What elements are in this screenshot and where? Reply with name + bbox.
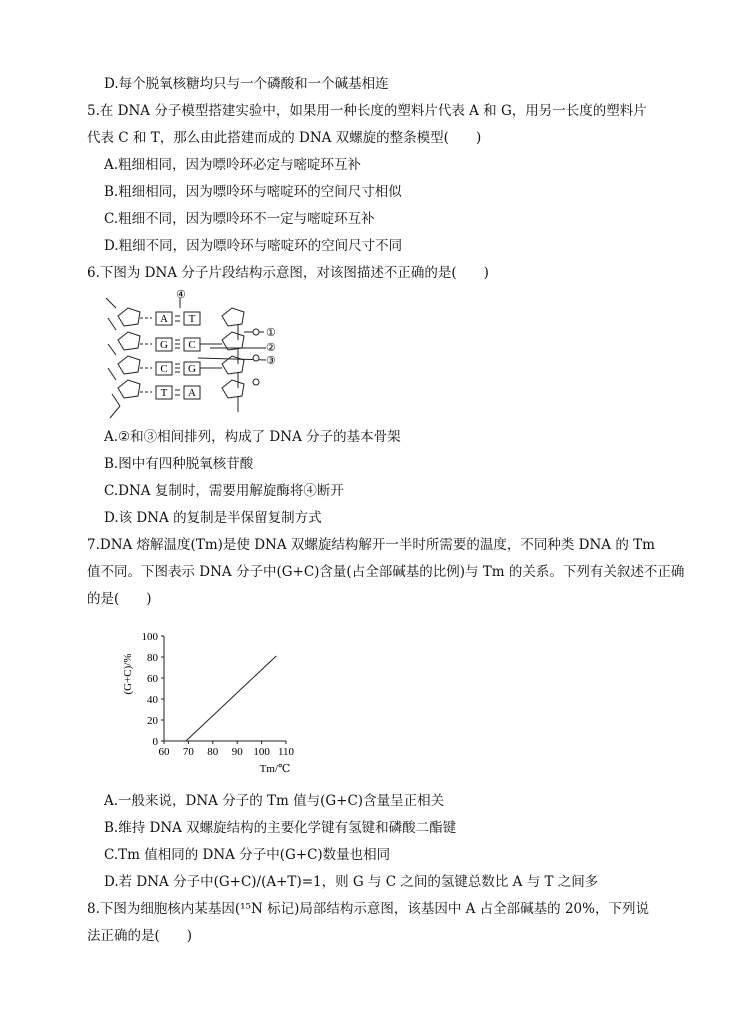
pair-4-right: A [188, 387, 196, 399]
chart-ylabel: (G+C)/% [122, 653, 134, 695]
q7-stem-line3: 的是( ) [87, 591, 152, 607]
y-tick-label-3: 60 [147, 673, 158, 685]
pair-1-left: A [160, 313, 168, 325]
label-3: ③ [266, 355, 276, 367]
tm-chart [112, 626, 312, 776]
q6-option-c: C.DNA 复制时，需要用解旋酶将④断开 [104, 483, 344, 499]
pair-2-left: G [160, 339, 168, 351]
y-tick-label-4: 80 [147, 652, 158, 664]
y-tick-label-2: 40 [147, 694, 158, 706]
pair-2-right: C [188, 339, 196, 351]
q7-option-b: B.维持 DNA 双螺旋结构的主要化学键有氢键和磷酸二酯键 [104, 820, 457, 836]
q6-stem: 6.下图为 DNA 分子片段结构示意图，对该图描述不正确的是( ) [87, 265, 489, 281]
label-4: ④ [176, 289, 186, 301]
dna-structure-diagram [98, 288, 298, 420]
pair-4-left: T [160, 387, 168, 399]
pair-3-right: G [188, 363, 196, 375]
q8-stem-line1: 8.下图为细胞核内某基因(¹⁵N 标记)局部结构示意图，该基因中 A 占全部碱基的 20%，下列说 [87, 901, 649, 917]
q5-stem-line1: 5.在 DNA 分子模型搭建实验中，如果用一种长度的塑料片代表 A 和 G，用另一长度的塑料片 [87, 103, 647, 119]
pair-1-right: T [188, 313, 196, 325]
q5-option-b: B.粗细相同，因为嘌呤环与嘧啶环的空间尺寸相似 [104, 184, 402, 200]
pair-2 [156, 338, 200, 351]
y-tick-label-0: 0 [152, 736, 158, 748]
q7-option-c: C.Tm 值相同的 DNA 分子中(G+C)数量也相同 [104, 847, 391, 863]
q5-option-c: C.粗细不同，因为嘌呤环不一定与嘧啶环互补 [104, 211, 375, 227]
pair-1 [156, 312, 200, 325]
x-tick-label-1: 70 [182, 746, 194, 758]
x-tick-label-2: 80 [207, 746, 219, 758]
q7-stem-line2: 值不同。下图表示 DNA 分子中(G+C)含量(占全部碱基的比例)与 Tm 的关系。下列有关叙述不正确 [87, 564, 685, 580]
x-tick-label-4: 100 [253, 746, 270, 758]
q6-option-a: A.②和③相间排列，构成了 DNA 分子的基本骨架 [104, 429, 401, 445]
right-sugar-4 [222, 380, 244, 398]
q8-stem-line2: 法正确的是( ) [87, 928, 193, 944]
left-sugar-1 [118, 308, 140, 326]
pair-3 [156, 362, 200, 375]
x-tick-label-5: 110 [277, 746, 295, 758]
pair-3-left: C [160, 363, 168, 375]
pair-4 [156, 386, 200, 399]
y-tick-label-1: 20 [147, 715, 158, 727]
q5-option-a: A.粗细相同，因为嘌呤环必定与嘧啶环互补 [104, 157, 362, 173]
x-tick-label-0: 60 [158, 746, 170, 758]
left-sugar-4 [118, 380, 140, 398]
left-sugar-2 [118, 332, 140, 350]
q7-option-d: D.若 DNA 分子中(G+C)/(A+T)=1，则 G 与 C 之间的氢键总数比 A 与 T 之间多 [104, 874, 599, 890]
right-sugar-2 [222, 332, 244, 350]
q5-stem-line2: 代表 C 和 T，那么由此搭建而成的 DNA 双螺旋的整条模型( ) [87, 130, 482, 146]
q6-option-d: D.该 DNA 的复制是半保留复制方式 [104, 510, 322, 526]
q5-option-d: D.粗细不同，因为嘌呤环与嘧啶环的空间尺寸不同 [104, 238, 403, 254]
right-backbone [198, 324, 258, 412]
y-tick-label-5: 100 [141, 631, 158, 643]
label-2: ② [266, 342, 276, 354]
q4-option-d: D.每个脱氧核糖均只与一个磷酸和一个碱基相连 [104, 76, 389, 92]
right-sugar-1 [222, 308, 244, 326]
series-line-0 [186, 656, 276, 741]
x-tick-label-3: 90 [231, 746, 243, 758]
label-1: ① [266, 327, 276, 339]
q7-option-a: A.一般来说，DNA 分子的 Tm 值与(G+C)含量呈正相关 [104, 793, 445, 809]
q6-option-b: B.图中有四种脱氧核苷酸 [104, 456, 254, 472]
left-sugar-3 [118, 356, 140, 374]
q7-stem-line1: 7.DNA 熔解温度(Tm)是使 DNA 双螺旋结构解开一半时所需要的温度，不同种类 DNA 的 Tm [87, 537, 655, 553]
chart-xlabel: Tm/℃ [259, 763, 291, 775]
